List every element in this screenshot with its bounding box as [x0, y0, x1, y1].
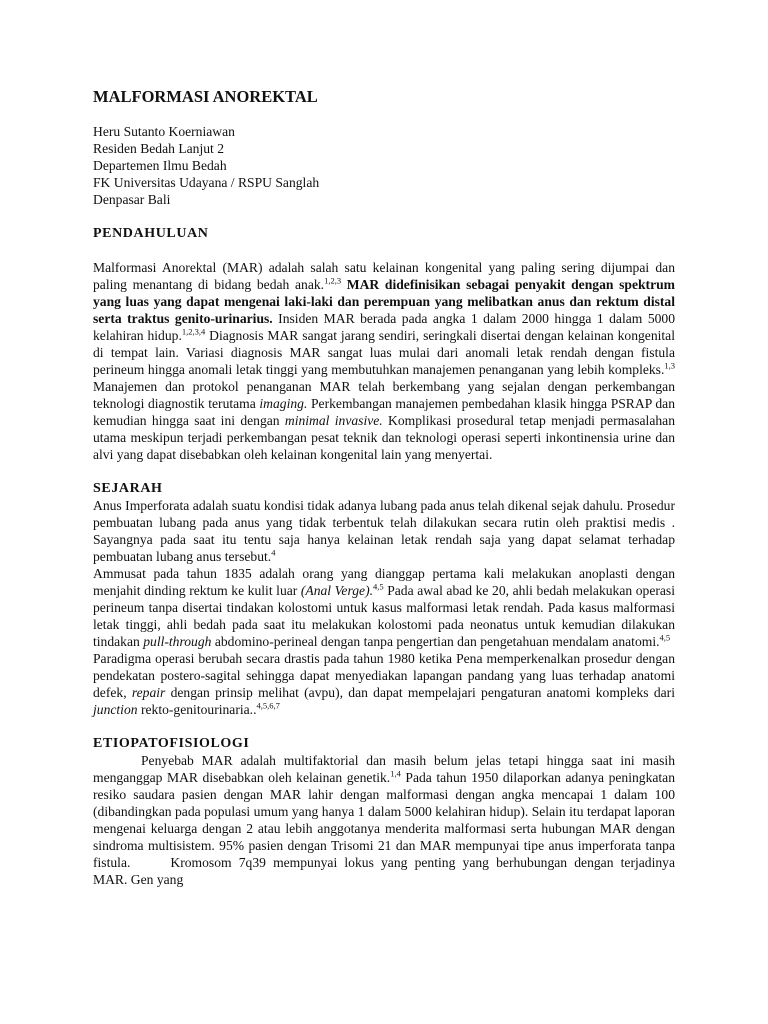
text-run: Ammusat pada tahun 1835 adalah orang yang dianggap pertama kali melakukan anoplasti dengan menjahit dinding rektum ke kulit luar: [93, 566, 675, 598]
paragraph-sejarah-2: [93, 565, 675, 650]
section-heading-pendahuluan: PENDAHULUAN: [93, 226, 209, 241]
citation-ref: 1,2,3,4: [181, 326, 206, 337]
citation-ref: 1,3: [664, 360, 675, 371]
italic-term: junction: [93, 702, 138, 717]
text-run: Perkembangan manajemen pembedahan klasik hingga PSRAP dan kemudian hingga saat ini dengan: [93, 396, 675, 428]
definition-bold-text: MAR didefinisikan sebagai penyakit dengan spektrum yang luas yang dapat mengenai laki-laki dan perempuan yang melibatkan anus dan rektum distal serta traktus genito-urinarius.: [93, 277, 675, 326]
paragraph-sejarah-1: [93, 497, 675, 565]
text-run: dengan prinsip melihat (avpu), dan dapat mempelajari pengaturan anatomi kompleks dari: [165, 685, 675, 700]
paragraph-pendahuluan: [93, 259, 675, 463]
author-block: [93, 123, 675, 208]
text-run: Paradigma operasi berubah secara drastis pada tahun 1980 ketika Pena memperkenalkan prosedur dengan pendekatan postero-sagital sehingga dapat menyediakan lapangan pandang yang luas terhadap anatomi defek,: [93, 651, 675, 700]
text-run: Kromosom 7q39 mempunyai lokus yang penting yang berhubungan dengan terjadinya MAR. Gen yang: [93, 855, 675, 887]
italic-term: repair: [131, 685, 166, 700]
text-run: rekto-genitourinaria..: [137, 702, 257, 717]
section-heading-etiopatofisiologi: ETIOPATOFISIOLOGI: [93, 736, 250, 751]
italic-term: (Anal Verge).: [300, 583, 374, 598]
text-run: Insiden MAR berada pada angka 1 dalam 2000 hingga 1 dalam 5000 kelahiran hidup.: [93, 311, 676, 343]
author-department: Departemen Ilmu Bedah: [93, 158, 227, 173]
citation-ref: 1,2,3: [324, 275, 342, 286]
text-run: Malformasi Anorektal (MAR) adalah salah satu kelainan kongenital yang paling sering dijumpai dan paling menantang di bidang bedah anak.: [93, 260, 675, 292]
italic-term: imaging.: [259, 396, 308, 411]
text-run: Diagnosis MAR sangat jarang sendiri, seringkali disertai dengan kelainan kongenital di tempat lain. Variasi diagnosis MAR sangat luas mulai dari anomali letak rendah dengan fistula perineum hingga anomali letak tinggi yang membutuhkan manajemen penanganan yang lebih kompleks.: [93, 328, 675, 377]
citation-ref: 4,5: [659, 632, 671, 643]
citation-ref: 4: [271, 547, 276, 558]
italic-term: pull-through: [143, 634, 212, 649]
text-run: Pada awal abad ke 20, ahli bedah melakukan operasi perineum tanpa disertai tindakan kolostomi untuk kasus malformasi letak rendah. Pada kasus malformasi letak tinggi, ahli bedah pada saat itu melakukan kolostomi pada neonatus untuk kemudian dilakukan tindakan: [93, 583, 675, 649]
citation-ref: 1,4: [390, 768, 401, 779]
text-run: abdomino-perineal dengan tanpa pengertian dan pengetahuan mendalam anatomi.: [211, 634, 660, 649]
text-run: Komplikasi prosedural tetap menjadi permasalahan utama meskipun terjadi perkembangan pesat teknik dan teknologi operasi seperti inkontinensia urine dan alvi yang dapat disebabkan oleh kelainan kongenital lain yang menyertai.: [93, 413, 675, 462]
author-position: Residen Bedah Lanjut 2: [93, 141, 224, 156]
citation-ref: 4,5: [373, 581, 384, 592]
author-institution: FK Universitas Udayana / RSPU Sanglah: [93, 175, 320, 190]
paragraph-sejarah-3: [93, 650, 675, 718]
text-run: Manajemen dan protokol penanganan MAR telah berkembang yang sejalan dengan perkembangan teknologi diagnostik terutama: [93, 379, 675, 411]
document-body: [93, 87, 675, 888]
author-city: Denpasar Bali: [93, 192, 171, 207]
text-run: Penyebab MAR adalah multifaktorial dan masih belum jelas tetapi hingga saat ini masih menganggap MAR disebabkan oleh kelainan genetik.: [93, 753, 675, 785]
text-run: Anus Imperforata adalah suatu kondisi tidak adanya lubang pada anus telah dikenal sejak dahulu. Prosedur pembuatan lubang pada anus yang tidak terbentuk telah dilakukan secara rutin oleh praktisi medis . Sayangnya pada saat itu tentu saja hanya kelainan letak rendah saja yang dapat selamat terhadap pembuatan lubang anus tersebut.: [93, 498, 675, 564]
italic-term: minimal invasive.: [284, 413, 383, 428]
paragraph-etiopatofisiologi: [93, 752, 675, 888]
author-name: Heru Sutanto Koerniawan: [93, 124, 235, 139]
section-heading-sejarah: SEJARAH: [93, 481, 163, 496]
document-title: MALFORMASI ANOREKTAL: [93, 87, 318, 106]
text-run: Pada tahun 1950 dilaporkan adanya peningkatan resiko saudara pasien dengan MAR lahir dengan malformasi dengan angka mencapai 1 dalam 100 (dibandingkan pada populasi umum yang hanya 1 dalam 5000 kelahiran hidup). Selain itu terdapat laporan mengenai keluarga dengan 2 atau lebih anggotanya menderita malformasi serta hubungan MAR dengan sindroma multisistem. 95% pasien dengan Trisomi 21 dan MAR mempunyai tipe anus imperforata tanpa fistula.: [93, 770, 676, 870]
citation-ref: 4,5,6,7: [256, 700, 280, 711]
